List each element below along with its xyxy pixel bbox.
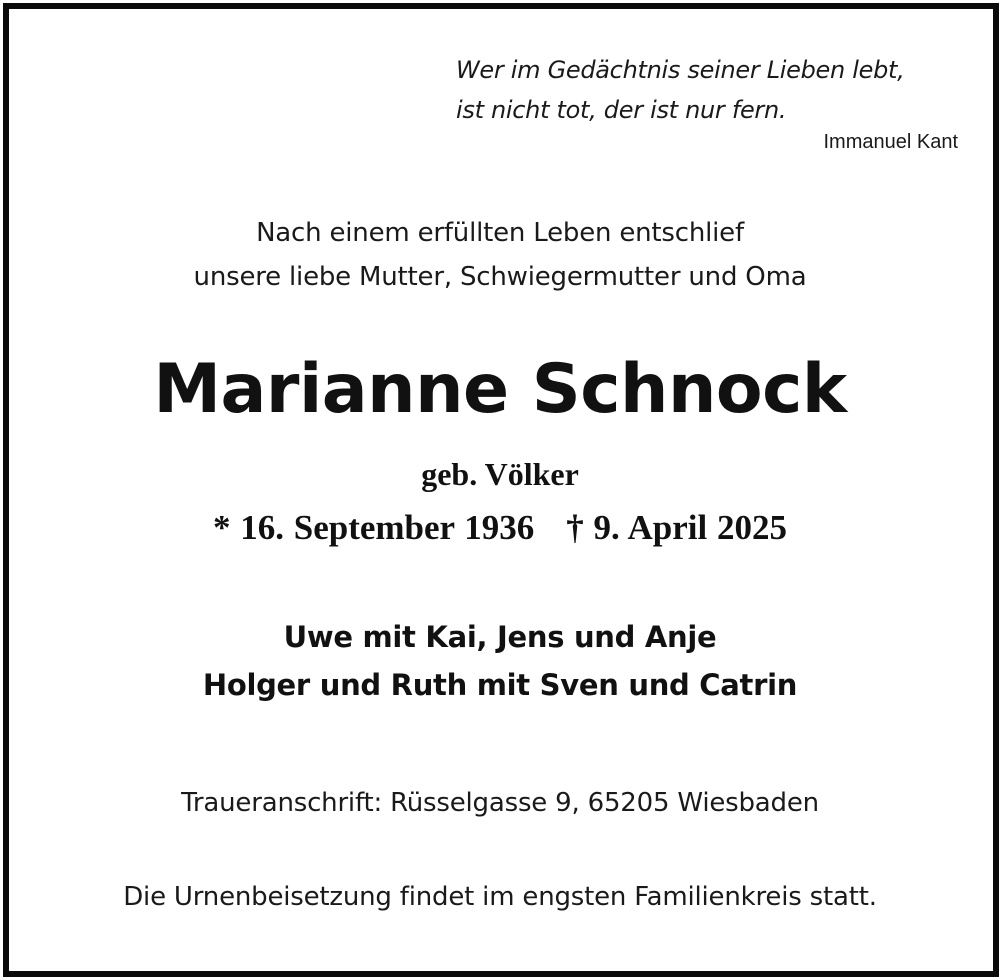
burial-notice: Die Urnenbeisetzung findet im engsten Familienkreis statt.	[123, 882, 877, 912]
intro-line-1: Nach einem erfüllten Leben entschlief	[256, 218, 744, 248]
intro-line-2: unsere liebe Mutter, Schwiegermutter und Oma	[193, 262, 807, 292]
quote-line-2: ist nicht tot, der ist nur fern.	[456, 96, 787, 124]
maiden-name: geb. Völker	[421, 456, 579, 492]
death-date: † 9. April 2025	[566, 508, 787, 547]
deceased-name: Marianne Schnock	[153, 350, 847, 429]
quote-line-1: Wer im Gedächtnis seiner Lieben lebt,	[456, 56, 905, 84]
quote-author: Immanuel Kant	[823, 131, 958, 153]
family-line-2: Holger und Ruth mit Sven und Catrin	[202, 668, 798, 702]
mourning-address: Traueranschrift: Rüsselgasse 9, 65205 Wiesbaden	[181, 788, 819, 818]
birth-date: * 16. September 1936	[212, 508, 535, 547]
family-line-1: Uwe mit Kai, Jens und Anje	[283, 620, 717, 654]
life-dates	[0, 508, 1000, 548]
